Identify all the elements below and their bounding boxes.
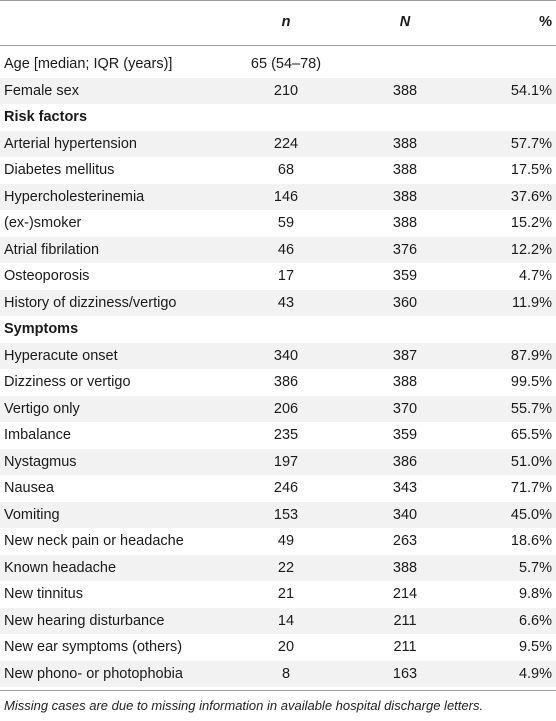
table-row [0,396,556,422]
row-label: Diabetes mellitus [4,162,115,178]
row-label: Female sex [4,82,79,99]
cell-n: 68 [277,162,295,178]
cell-N: 359 [392,427,418,443]
table-row [0,263,556,289]
cell-N: 388 [392,82,418,99]
table-row [0,237,556,263]
cell-percent: 12.2% [510,241,552,258]
cell-N: 359 [392,268,418,284]
table-row [0,634,556,660]
cell-percent: 45.0% [510,506,552,523]
table-row [0,369,556,395]
table-row [0,661,556,687]
row-label: Osteoporosis [4,268,90,284]
cell-n: 8 [281,665,291,682]
cell-n: 46 [277,241,295,258]
cell-n: 146 [273,188,299,205]
cell-n: 210 [273,82,299,99]
bottom-rule [0,690,556,691]
row-label: Hypercholesterinemia [4,188,145,205]
row-label: Hyperacute onset [4,347,118,364]
cell-percent: 65.5% [510,427,552,443]
cell-percent: 51.0% [510,453,552,470]
cell-percent: 9.5% [518,639,552,655]
row-label: Nystagmus [4,453,77,470]
table-row [0,290,556,316]
cell-percent: 55.7% [510,400,552,417]
cell-n: 59 [277,215,295,231]
cell-n: 21 [277,586,295,602]
cell-n: 246 [273,480,299,496]
row-label: Imbalance [4,427,71,443]
header-percent: % [539,14,552,30]
cell-percent: 5.7% [518,559,552,576]
cell-n: 17 [277,268,295,284]
cell-N: 360 [392,294,418,311]
header-N: N [399,14,411,30]
row-label: Vertigo only [4,400,80,417]
cell-n: 224 [273,135,299,152]
cell-n: 197 [273,453,299,470]
cell-N: 211 [393,639,417,655]
table-row [0,449,556,475]
cell-n: 14 [277,612,295,629]
cell-percent: 37.6% [510,188,552,205]
cell-N: 388 [392,374,418,390]
cell-N: 343 [392,480,418,496]
row-label: Vomiting [4,506,60,523]
cell-percent: 54.1% [510,82,552,99]
row-label: (ex-)smoker [4,215,82,231]
cell-N: 388 [392,215,418,231]
cell-N: 388 [392,188,418,205]
row-label: Age [median; IQR (years)] [4,56,173,72]
section-header-row [0,316,556,342]
table-row [0,608,556,634]
cell-N: 163 [392,665,418,682]
cell-percent: 15.2% [510,215,552,231]
cell-n: 386 [273,374,299,390]
table-row [0,210,556,236]
header-rule [0,45,556,46]
table-header [0,9,556,35]
cell-N: 211 [393,612,417,629]
table-row [0,528,556,554]
cell-n: 340 [273,347,299,364]
cell-N: 370 [392,400,418,417]
cell-n: 49 [277,533,295,549]
row-label: Risk factors [4,109,88,125]
row-label: Symptoms [4,321,79,337]
cell-N: 263 [392,533,418,549]
cell-n: 206 [273,400,299,417]
cell-percent: 11.9% [511,294,552,311]
cell-percent: 18.6% [510,533,552,549]
table-row [0,475,556,501]
table-row [0,78,556,104]
cell-n: 153 [273,506,299,523]
cell-percent: 87.9% [510,347,552,364]
cell-n: 20 [277,639,295,655]
row-label: New tinnitus [4,586,83,602]
table-row [0,131,556,157]
row-label: Arterial hypertension [4,135,137,152]
cell-N: 376 [392,241,418,258]
table-row [0,51,556,77]
cell-N: 388 [392,559,418,576]
cell-percent: 4.9% [518,665,552,682]
row-label: Dizziness or vertigo [4,374,131,390]
table-row [0,555,556,581]
cell-percent: 71.7% [510,480,552,496]
row-label: History of dizziness/vertigo [4,294,177,311]
table-row [0,502,556,528]
table-row [0,343,556,369]
cell-n: 235 [273,427,299,443]
row-label: New ear symptoms (others) [4,639,183,655]
table-row [0,422,556,448]
cell-N: 214 [392,586,418,602]
table-footnote: Missing cases are due to missing information in available hospital discharge letters. [4,698,484,713]
cell-percent: 4.7% [518,268,552,284]
cell-percent: 17.5% [510,162,552,178]
cell-n: 43 [277,294,295,311]
row-label: New hearing disturbance [4,612,165,629]
table-row [0,184,556,210]
cell-n: 65 (54–78) [250,56,322,72]
cell-N: 388 [392,135,418,152]
row-label: Nausea [4,480,54,496]
cell-percent: 99.5% [510,374,552,390]
table-row [0,581,556,607]
cell-percent: 6.6% [518,612,552,629]
cell-percent: 57.7% [510,135,552,152]
cell-N: 340 [392,506,418,523]
cell-N: 386 [392,453,418,470]
row-label: Known headache [4,559,117,576]
section-header-row [0,104,556,130]
cell-N: 388 [392,162,418,178]
cell-percent: 9.8% [518,586,552,602]
cell-N: 387 [392,347,418,364]
row-label: New neck pain or headache [4,533,184,549]
top-rule [0,0,556,1]
row-label: Atrial fibrilation [4,241,100,258]
row-label: New phono- or photophobia [4,665,183,682]
cell-n: 22 [277,559,295,576]
table-row [0,157,556,183]
header-n: n [281,14,291,30]
